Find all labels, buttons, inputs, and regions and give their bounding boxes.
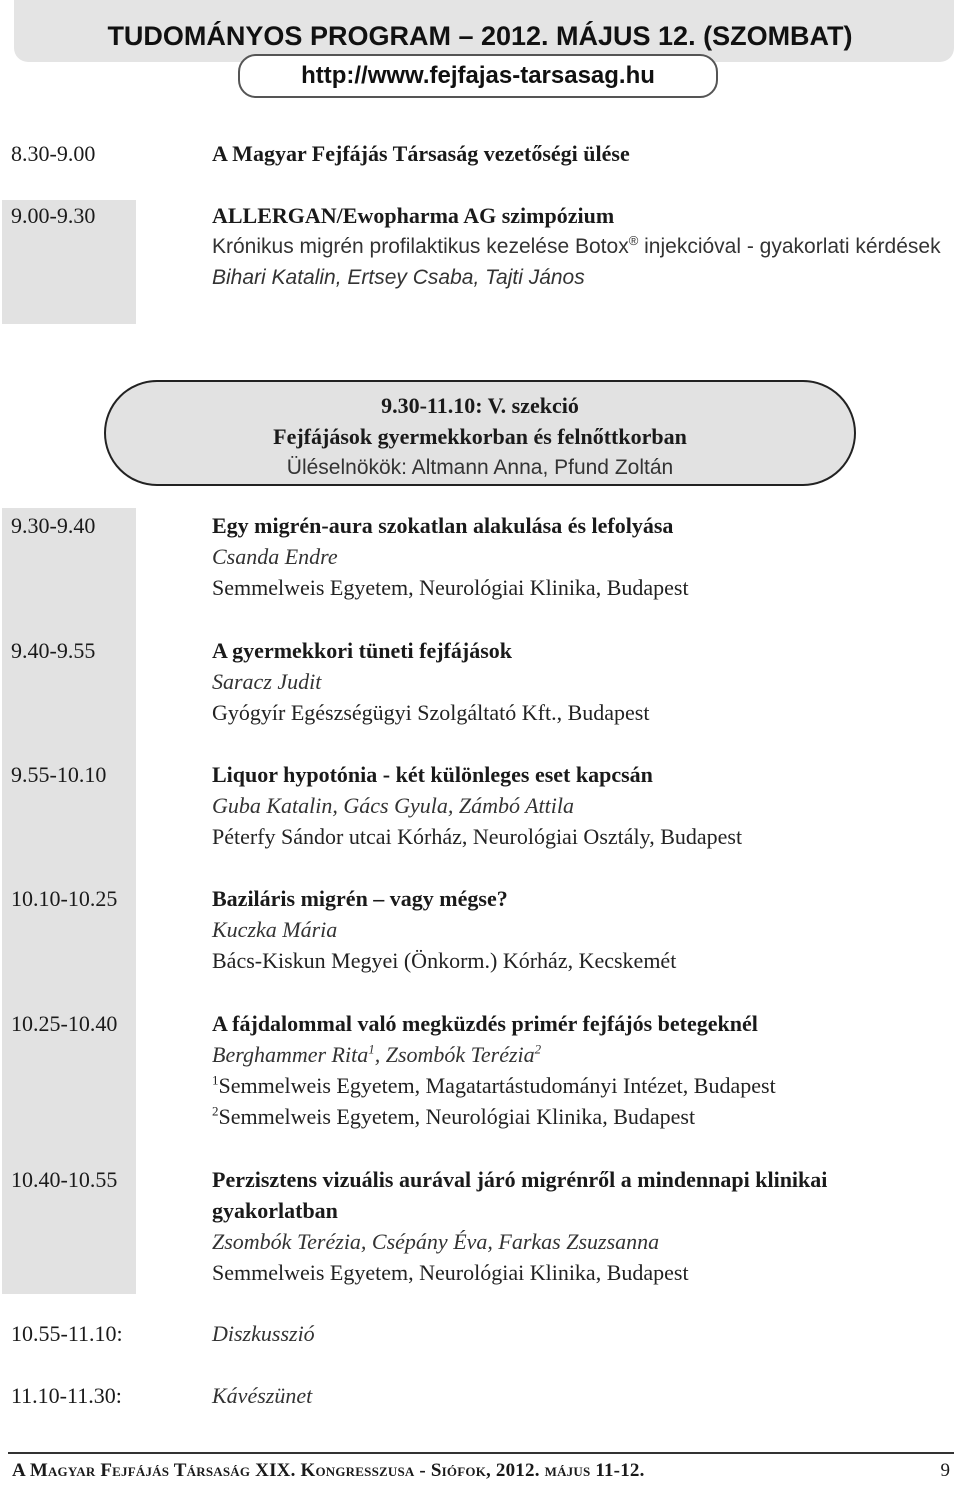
footer-rule: [8, 1452, 954, 1454]
session-title: Fejfájások gyermekkorban és felnőttkorban: [273, 424, 687, 449]
talk-item: [212, 1164, 952, 1288]
page-number: 9: [940, 1460, 950, 1481]
break-label: Diszkusszió: [212, 1321, 315, 1346]
talk-item: [212, 1008, 952, 1132]
talk-affiliation: Bács-Kiskun Megyei (Önkorm.) Kórház, Kecskemét: [212, 948, 677, 973]
author-sup: 2: [534, 1041, 542, 1057]
item-time: 9.00-9.30: [11, 203, 96, 228]
talk-affiliation: Semmelweis Egyetem, Neurológiai Klinika, Budapest: [212, 575, 689, 600]
author-sup: 1: [368, 1041, 375, 1057]
break-label: Kávészünet: [212, 1383, 313, 1408]
talk-affiliation: Semmelweis Egyetem, Neurológiai Klinika, Budapest: [212, 1260, 689, 1285]
talk-affiliation: [212, 1101, 952, 1132]
talk-affiliation: [212, 1070, 952, 1101]
item-title: A Magyar Fejfájás Társaság vezetőségi ülése: [212, 141, 630, 166]
page-title: TUDOMÁNYOS PROGRAM – 2012. MÁJUS 12. (SZOMBAT): [107, 21, 853, 51]
session-time: 9.30-11.10: V. szekció: [381, 393, 579, 418]
talk-authors: Csanda Endre: [212, 544, 338, 569]
footer-text: A Magyar Fejfájás Társaság XIX. Kongresszusa - Siófok, 2012. május 11-12.: [12, 1460, 645, 1481]
talk-time: 10.10-10.25: [11, 886, 118, 911]
talk-time: 9.40-9.55: [11, 638, 96, 663]
affiliation-sup: 2: [212, 1103, 219, 1119]
website-url[interactable]: http://www.fejfajas-tarsasag.hu: [238, 54, 718, 98]
talk-authors: Saracz Judit: [212, 669, 322, 694]
session-chairs: Üléselnökök: Altmann Anna, Pfund Zoltán: [286, 456, 674, 479]
talk-title: A gyermekkori tüneti fejfájások: [212, 638, 513, 663]
subtitle-part: Krónikus migrén profilaktikus kezelése Botox: [212, 235, 629, 258]
program-item: [212, 200, 952, 293]
item-time: 8.30-9.00: [11, 141, 96, 166]
item-subtitle: [212, 231, 947, 262]
break-item: [212, 1318, 952, 1349]
talk-affiliation: Gyógyír Egészségügyi Szolgáltató Kft., Budapest: [212, 700, 650, 725]
talk-time: 10.40-10.55: [11, 1167, 118, 1192]
affiliation-text: Semmelweis Egyetem, Magatartástudományi Intézet, Budapest: [218, 1073, 776, 1098]
break-time: 10.55-11.10:: [11, 1321, 123, 1346]
talk-time: 9.30-9.40: [11, 513, 96, 538]
talk-title: A fájdalommal való megküzdés primér fejfájós betegeknél: [212, 1011, 758, 1036]
break-item: [212, 1380, 952, 1411]
break-time: 11.10-11.30:: [11, 1383, 122, 1408]
talk-time: 10.25-10.40: [11, 1011, 118, 1036]
talk-authors: Kuczka Mária: [212, 917, 338, 942]
program-item: [212, 138, 952, 169]
subtitle-part: injekcióval - gyakorlati kérdések: [638, 235, 941, 258]
registered-mark: ®: [628, 233, 639, 248]
talk-title: Perzisztens vizuális aurával járó migrénről a mindennapi klinikai gyakorlatban: [212, 1167, 828, 1223]
talk-title: Egy migrén-aura szokatlan alakulása és lefolyása: [212, 513, 674, 538]
author-name: Zsombók Terézia: [385, 1042, 535, 1067]
affiliation-sup: 1: [212, 1072, 219, 1088]
talk-item: [212, 883, 952, 976]
talk-authors: Zsombók Terézia, Csépány Éva, Farkas Zsuzsanna: [212, 1229, 660, 1254]
talk-authors: [212, 1039, 952, 1070]
talk-item: [212, 635, 952, 728]
talk-time: 9.55-10.10: [11, 762, 107, 787]
talk-title: Liquor hypotónia - két különleges eset kapcsán: [212, 762, 653, 787]
author-name: Berghammer Rita: [212, 1042, 369, 1067]
talk-authors: Guba Katalin, Gács Gyula, Zámbó Attila: [212, 793, 574, 818]
talk-item: [212, 510, 952, 603]
session-header-box: [104, 380, 856, 486]
affiliation-text: Semmelweis Egyetem, Neurológiai Klinika, Budapest: [218, 1104, 696, 1129]
item-title: ALLERGAN/Ewopharma AG szimpózium: [212, 203, 615, 228]
item-authors: Bihari Katalin, Ertsey Csaba, Tajti János: [212, 266, 585, 289]
talk-title: Baziláris migrén – vagy mégse?: [212, 886, 508, 911]
author-separator: ,: [374, 1042, 386, 1067]
talk-item: [212, 759, 952, 852]
talk-affiliation: Péterfy Sándor utcai Kórház, Neurológiai Osztály, Budapest: [212, 824, 743, 849]
